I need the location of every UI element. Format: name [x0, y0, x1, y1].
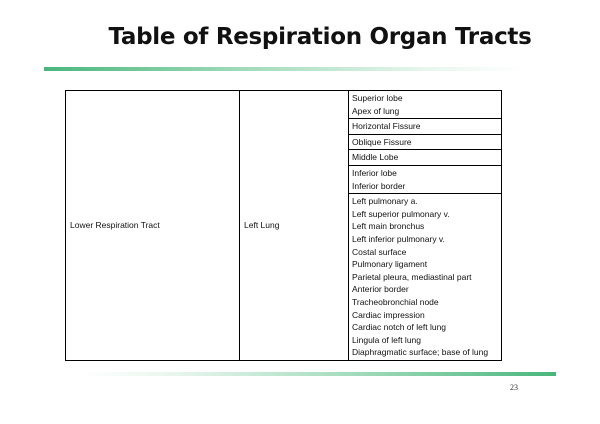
list-item: Pulmonary ligament — [352, 259, 428, 270]
table-row — [66, 91, 502, 361]
list-item: Diaphragmatic surface; base of lung — [352, 347, 489, 358]
bottom-divider — [80, 372, 556, 376]
list-item: Apex of lung — [352, 105, 400, 116]
list-item: Lingula of left lung — [352, 334, 421, 345]
part-group — [349, 119, 501, 135]
list-item: Oblique Fissure — [352, 136, 412, 147]
respiration-table — [65, 90, 502, 361]
list-item: Anterior border — [352, 284, 409, 295]
list-item: Middle Lobe — [352, 152, 399, 163]
parts-list — [349, 91, 501, 360]
list-item: Superior lobe — [352, 93, 403, 103]
part-group — [349, 150, 501, 166]
list-item: Costal surface — [352, 246, 407, 257]
list-item: Cardiac impression — [352, 309, 425, 320]
top-divider — [44, 67, 524, 71]
page-number: 23 — [510, 383, 518, 392]
parts-cell — [349, 91, 502, 361]
slide-title: Table of Respiration Organ Tracts — [108, 24, 532, 50]
tract-cell: Lower Respiration Tract — [66, 91, 240, 361]
organ-cell: Left Lung — [240, 91, 349, 361]
list-item: Tracheobronchial node — [352, 296, 439, 307]
list-item: Left superior pulmonary v. — [352, 208, 450, 219]
part-group — [349, 194, 501, 360]
list-item: Parietal pleura, mediastinal part — [352, 271, 472, 282]
part-group — [349, 91, 501, 119]
part-group — [349, 135, 501, 151]
list-item: Inferior border — [352, 180, 406, 191]
list-item: Inferior lobe — [352, 167, 397, 178]
list-item: Left main bronchus — [352, 221, 425, 232]
list-item: Cardiac notch of left lung — [352, 322, 447, 333]
list-item: Horizontal Fissure — [352, 121, 421, 132]
part-group — [349, 166, 501, 194]
list-item: Left inferior pulmonary v. — [352, 233, 445, 244]
list-item: Left pulmonary a. — [352, 196, 418, 207]
